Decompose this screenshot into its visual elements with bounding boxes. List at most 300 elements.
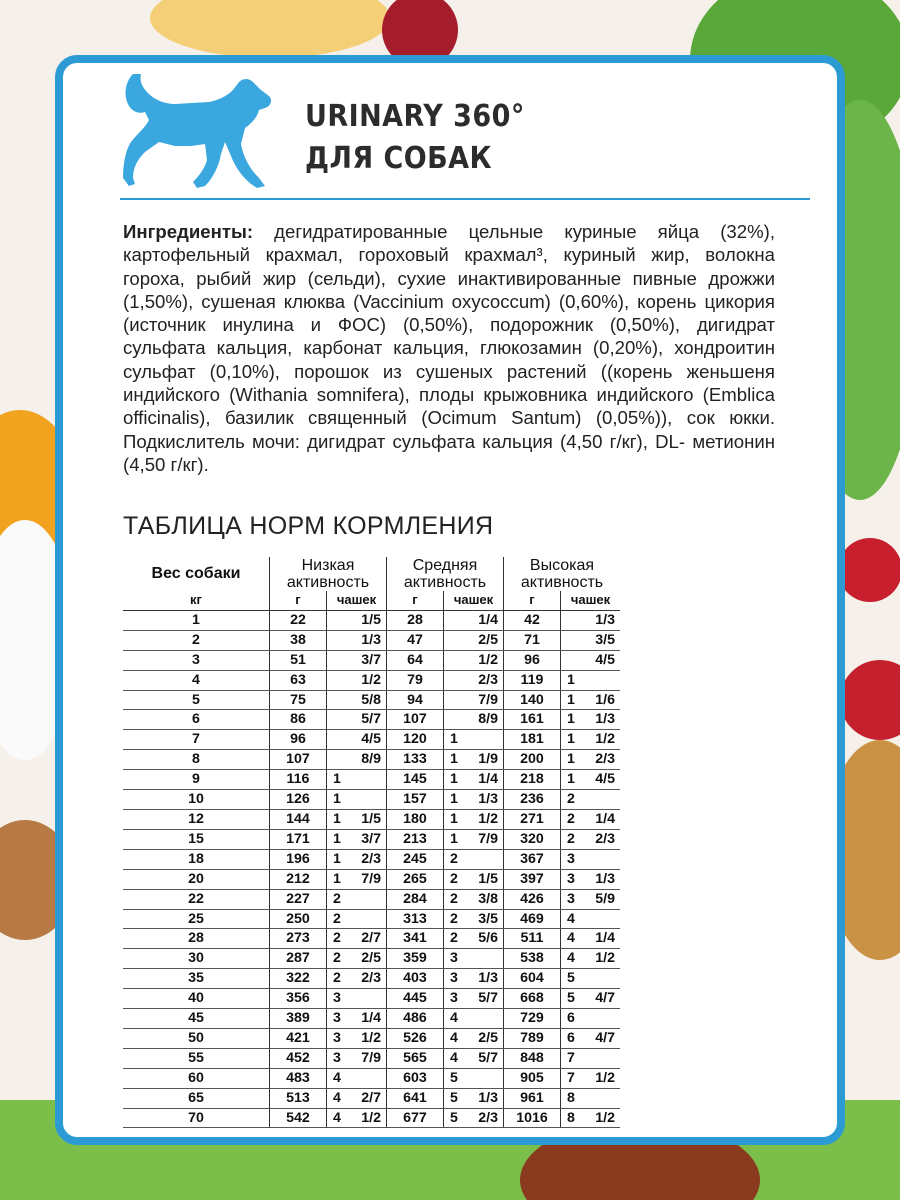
table-cell: 1 — [561, 710, 578, 730]
table-cell — [577, 969, 620, 989]
table-cell: 1/4 — [577, 809, 620, 829]
header-mid-g: г — [387, 591, 444, 610]
table-cell: 486 — [387, 1009, 444, 1029]
table-cell: 2/5 — [343, 949, 387, 969]
table-cell — [343, 889, 387, 909]
table-cell: 200 — [504, 750, 561, 770]
table-cell: 96 — [504, 650, 561, 670]
table-cell: 65 — [123, 1088, 270, 1108]
table-cell: 1/4 — [577, 929, 620, 949]
table-cell: 70 — [123, 1108, 270, 1128]
table-cell — [327, 610, 344, 630]
table-cell: 445 — [387, 989, 444, 1009]
table-cell: 2 — [561, 809, 578, 829]
table-row — [123, 849, 620, 869]
table-cell — [460, 1009, 504, 1029]
table-cell: 483 — [270, 1068, 327, 1088]
table-cell: 1 — [327, 829, 344, 849]
table-cell: 1/2 — [577, 1068, 620, 1088]
title-line-2: ДЛЯ СОБАК — [305, 141, 493, 176]
header-high-activity: Высокая активность — [504, 557, 621, 591]
table-cell: 397 — [504, 869, 561, 889]
table-cell: 1 — [327, 809, 344, 829]
table-cell: 1/3 — [577, 869, 620, 889]
table-cell — [577, 790, 620, 810]
table-row — [123, 869, 620, 889]
table-cell: 28 — [123, 929, 270, 949]
table-cell: 603 — [387, 1068, 444, 1088]
table-cell: 389 — [270, 1009, 327, 1029]
table-cell: 1/3 — [577, 610, 620, 630]
table-cell: 284 — [387, 889, 444, 909]
table-cell: 180 — [387, 809, 444, 829]
table-cell: 4/5 — [577, 650, 620, 670]
table-cell: 1/2 — [460, 650, 504, 670]
table-cell: 1 — [561, 730, 578, 750]
table-row — [123, 1048, 620, 1068]
table-row — [123, 809, 620, 829]
table-cell: 641 — [387, 1088, 444, 1108]
table-cell: 287 — [270, 949, 327, 969]
table-cell: 2 — [327, 949, 344, 969]
table-cell: 265 — [387, 869, 444, 889]
table-cell — [444, 650, 461, 670]
ingredients-body: дегидратированные цельные куриные яйца (32%), картофельный крахмал, гороховый крахмал³, куриный жир, волокна гороха, рыбий жир (сельди), сухие инактивированные пивные дрожжи (1,50%), сушеная клюква (Vaccinium oxycoccum) (0,60%), корень цикория (источник инулина и ФОС) (0,50%), подорожник (0,50%), дигидрат сульфата кальция, карбонат кальция, глюкозамин (0,20%), хондроитин сульфат (0,10%), порошок из сушеных растений ((корень женьшеня индийского (Withania somnifera), плоды крыжовника индийского (Emblica officinalis), базилик священный (Ocimum Santum) (0,05%)), сок юкки. Подкислитель мочи: дигидрат сульфата кальция (4,50 г/кг), DL- метионин (4,50 г/кг). — [123, 221, 775, 475]
table-cell: 2 — [327, 909, 344, 929]
table-cell: 3 — [561, 869, 578, 889]
table-row — [123, 690, 620, 710]
table-row — [123, 989, 620, 1009]
table-cell: 3 — [561, 849, 578, 869]
table-cell: 4 — [444, 1048, 461, 1068]
table-cell: 8 — [561, 1088, 578, 1108]
table-cell: 1 — [327, 790, 344, 810]
table-cell: 2/3 — [577, 750, 620, 770]
table-cell: 1 — [561, 750, 578, 770]
table-cell: 421 — [270, 1028, 327, 1048]
table-cell: 1/2 — [577, 949, 620, 969]
table-cell: 7/9 — [343, 1048, 387, 1068]
table-cell: 2/5 — [460, 630, 504, 650]
feeding-table-title: ТАБЛИЦА НОРМ КОРМЛЕНИЯ — [123, 512, 494, 540]
table-cell: 1/4 — [460, 610, 504, 630]
table-cell: 133 — [387, 750, 444, 770]
table-cell: 9 — [123, 770, 270, 790]
table-cell: 1 — [327, 770, 344, 790]
table-cell: 1/3 — [460, 1088, 504, 1108]
table-row — [123, 670, 620, 690]
table-row — [123, 1068, 620, 1088]
table-cell: 2 — [561, 790, 578, 810]
header-low-g: г — [270, 591, 327, 610]
table-cell: 5/7 — [343, 710, 387, 730]
table-cell: 75 — [270, 690, 327, 710]
table-cell: 961 — [504, 1088, 561, 1108]
table-cell: 145 — [387, 770, 444, 790]
table-cell: 1/2 — [343, 1108, 387, 1128]
table-cell — [444, 670, 461, 690]
table-cell: 86 — [270, 710, 327, 730]
title-line-1: URINARY 360° — [305, 99, 525, 134]
table-cell: 18 — [123, 849, 270, 869]
table-cell: 2/3 — [343, 969, 387, 989]
table-cell: 3 — [327, 1009, 344, 1029]
table-cell: 7/9 — [460, 690, 504, 710]
table-cell: 212 — [270, 869, 327, 889]
table-row — [123, 790, 620, 810]
table-cell: 47 — [387, 630, 444, 650]
table-cell: 4 — [123, 670, 270, 690]
table-cell — [561, 630, 578, 650]
table-cell — [327, 710, 344, 730]
header-high-g: г — [504, 591, 561, 610]
table-row — [123, 630, 620, 650]
table-cell: 1/6 — [577, 690, 620, 710]
table-row — [123, 750, 620, 770]
table-cell: 5/8 — [343, 690, 387, 710]
header-high-cups: чашек — [561, 591, 621, 610]
table-cell: 94 — [387, 690, 444, 710]
table-cell: 2/7 — [343, 1088, 387, 1108]
table-cell: 1 — [327, 849, 344, 869]
table-cell: 356 — [270, 989, 327, 1009]
table-cell: 1/4 — [343, 1009, 387, 1029]
table-cell: 7/9 — [460, 829, 504, 849]
table-cell: 1 — [561, 770, 578, 790]
table-cell: 5/7 — [460, 1048, 504, 1068]
table-cell: 677 — [387, 1108, 444, 1128]
table-cell: 4 — [444, 1028, 461, 1048]
table-cell: 2 — [444, 849, 461, 869]
table-cell: 213 — [387, 829, 444, 849]
table-row — [123, 949, 620, 969]
table-cell — [327, 630, 344, 650]
table-cell: 1/2 — [577, 1108, 620, 1128]
table-cell: 6 — [561, 1009, 578, 1029]
table-cell: 227 — [270, 889, 327, 909]
table-cell — [343, 909, 387, 929]
table-cell: 2 — [327, 969, 344, 989]
feeding-table — [123, 557, 620, 1128]
table-row — [123, 1028, 620, 1048]
table-cell: 2 — [123, 630, 270, 650]
table-cell: 30 — [123, 949, 270, 969]
table-cell: 668 — [504, 989, 561, 1009]
table-row — [123, 909, 620, 929]
table-cell — [561, 650, 578, 670]
table-cell — [577, 909, 620, 929]
table-cell: 107 — [387, 710, 444, 730]
table-cell: 4/5 — [343, 730, 387, 750]
table-cell: 20 — [123, 869, 270, 889]
table-cell: 7/9 — [343, 869, 387, 889]
table-cell — [577, 1088, 620, 1108]
table-cell: 2/5 — [460, 1028, 504, 1048]
table-cell: 250 — [270, 909, 327, 929]
dog-silhouette-icon — [115, 68, 275, 190]
table-cell: 526 — [387, 1028, 444, 1048]
table-cell: 5 — [444, 1068, 461, 1088]
table-cell — [444, 630, 461, 650]
table-cell: 10 — [123, 790, 270, 810]
table-row — [123, 969, 620, 989]
table-cell: 5/9 — [577, 889, 620, 909]
table-row — [123, 929, 620, 949]
table-cell: 4 — [327, 1088, 344, 1108]
table-cell: 426 — [504, 889, 561, 909]
table-cell — [444, 710, 461, 730]
table-cell: 28 — [387, 610, 444, 630]
table-cell: 1/2 — [343, 670, 387, 690]
table-cell: 2 — [444, 909, 461, 929]
table-cell: 565 — [387, 1048, 444, 1068]
table-cell: 22 — [270, 610, 327, 630]
table-cell — [460, 849, 504, 869]
table-cell: 2 — [444, 929, 461, 949]
table-cell: 271 — [504, 809, 561, 829]
table-row — [123, 650, 620, 670]
table-row — [123, 770, 620, 790]
table-cell — [327, 650, 344, 670]
table-cell: 322 — [270, 969, 327, 989]
table-cell: 359 — [387, 949, 444, 969]
table-cell: 4 — [561, 929, 578, 949]
table-cell: 96 — [270, 730, 327, 750]
ingredients-label: Ингредиенты: — [123, 221, 254, 242]
table-cell — [444, 610, 461, 630]
header-low-cups: чашек — [327, 591, 387, 610]
table-cell: 905 — [504, 1068, 561, 1088]
table-cell: 79 — [387, 670, 444, 690]
table-cell: 3/7 — [343, 650, 387, 670]
table-cell: 3 — [327, 1048, 344, 1068]
table-row — [123, 710, 620, 730]
table-cell: 469 — [504, 909, 561, 929]
table-cell: 7 — [561, 1048, 578, 1068]
table-cell — [577, 1009, 620, 1029]
table-cell — [343, 770, 387, 790]
table-cell: 236 — [504, 790, 561, 810]
title-divider — [120, 198, 810, 200]
table-cell: 5 — [123, 690, 270, 710]
table-cell: 320 — [504, 829, 561, 849]
table-cell: 1 — [327, 869, 344, 889]
table-cell: 2 — [444, 889, 461, 909]
table-cell — [327, 750, 344, 770]
table-cell: 2/3 — [460, 670, 504, 690]
table-cell: 8 — [561, 1108, 578, 1128]
header-weight: Вес собаки — [151, 564, 241, 582]
table-cell: 1/4 — [460, 770, 504, 790]
table-cell: 8/9 — [460, 710, 504, 730]
table-cell: 119 — [504, 670, 561, 690]
table-cell: 3 — [327, 1028, 344, 1048]
table-cell: 60 — [123, 1068, 270, 1088]
table-cell: 3 — [444, 989, 461, 1009]
table-cell: 12 — [123, 809, 270, 829]
table-cell: 5 — [561, 989, 578, 1009]
table-cell: 5/7 — [460, 989, 504, 1009]
table-cell: 218 — [504, 770, 561, 790]
table-cell: 40 — [123, 989, 270, 1009]
table-cell: 729 — [504, 1009, 561, 1029]
table-cell: 5 — [444, 1088, 461, 1108]
table-cell: 171 — [270, 829, 327, 849]
feeding-table-body — [123, 610, 620, 1128]
table-cell: 1 — [444, 750, 461, 770]
table-cell: 513 — [270, 1088, 327, 1108]
table-cell: 64 — [387, 650, 444, 670]
header-medium-activity: Средняя активность — [387, 557, 504, 591]
table-cell: 55 — [123, 1048, 270, 1068]
table-cell: 1/2 — [577, 730, 620, 750]
table-row — [123, 829, 620, 849]
table-cell: 22 — [123, 889, 270, 909]
table-cell: 120 — [387, 730, 444, 750]
table-cell: 313 — [387, 909, 444, 929]
table-cell: 144 — [270, 809, 327, 829]
table-cell: 50 — [123, 1028, 270, 1048]
table-cell: 848 — [504, 1048, 561, 1068]
table-cell — [343, 1068, 387, 1088]
table-cell — [444, 690, 461, 710]
header-kg: кг — [123, 591, 270, 610]
table-cell — [561, 610, 578, 630]
table-row — [123, 610, 620, 630]
table-cell: 45 — [123, 1009, 270, 1029]
table-cell: 1/5 — [343, 610, 387, 630]
table-cell: 42 — [504, 610, 561, 630]
table-cell: 4 — [561, 949, 578, 969]
table-cell: 1 — [444, 809, 461, 829]
table-cell — [460, 949, 504, 969]
table-cell: 5 — [561, 969, 578, 989]
table-cell — [343, 790, 387, 810]
table-cell: 1 — [444, 790, 461, 810]
table-cell — [327, 670, 344, 690]
table-cell — [327, 730, 344, 750]
table-cell: 538 — [504, 949, 561, 969]
table-cell: 157 — [387, 790, 444, 810]
table-cell: 196 — [270, 849, 327, 869]
table-cell: 2 — [327, 929, 344, 949]
table-cell: 1016 — [504, 1108, 561, 1128]
table-cell — [327, 690, 344, 710]
table-cell: 4 — [327, 1108, 344, 1128]
table-row — [123, 1108, 620, 1128]
table-cell: 3 — [327, 989, 344, 1009]
table-cell: 1/9 — [460, 750, 504, 770]
table-cell: 789 — [504, 1028, 561, 1048]
table-cell: 4/7 — [577, 989, 620, 1009]
table-cell: 1/3 — [343, 630, 387, 650]
table-cell: 107 — [270, 750, 327, 770]
header-mid-cups: чашек — [444, 591, 504, 610]
table-cell: 542 — [270, 1108, 327, 1128]
table-cell: 2/3 — [577, 829, 620, 849]
table-cell: 273 — [270, 929, 327, 949]
table-cell: 1/3 — [577, 710, 620, 730]
table-cell: 3/5 — [577, 630, 620, 650]
table-cell: 604 — [504, 969, 561, 989]
table-cell: 4 — [561, 909, 578, 929]
table-cell: 2 — [561, 829, 578, 849]
table-cell: 7 — [561, 1068, 578, 1088]
table-cell: 2/3 — [460, 1108, 504, 1128]
table-row — [123, 730, 620, 750]
table-cell: 5 — [444, 1108, 461, 1128]
table-cell: 7 — [123, 730, 270, 750]
table-cell: 4 — [444, 1009, 461, 1029]
table-cell: 4/5 — [577, 770, 620, 790]
table-cell: 161 — [504, 710, 561, 730]
table-cell: 6 — [123, 710, 270, 730]
table-cell — [460, 1068, 504, 1088]
table-cell: 126 — [270, 790, 327, 810]
table-cell: 25 — [123, 909, 270, 929]
table-cell: 4 — [327, 1068, 344, 1088]
table-cell: 38 — [270, 630, 327, 650]
table-cell: 3/7 — [343, 829, 387, 849]
table-cell: 51 — [270, 650, 327, 670]
table-cell: 3 — [444, 949, 461, 969]
table-cell: 6 — [561, 1028, 578, 1048]
table-cell: 1/3 — [460, 969, 504, 989]
table-cell: 1/2 — [460, 809, 504, 829]
table-cell — [577, 1048, 620, 1068]
table-cell: 3 — [561, 889, 578, 909]
ingredients-text — [123, 220, 775, 476]
table-cell: 4/7 — [577, 1028, 620, 1048]
table-cell: 3 — [444, 969, 461, 989]
table-cell: 452 — [270, 1048, 327, 1068]
table-cell: 8 — [123, 750, 270, 770]
table-cell: 1 — [123, 610, 270, 630]
table-cell: 1/2 — [343, 1028, 387, 1048]
table-cell: 15 — [123, 829, 270, 849]
table-cell: 1/3 — [460, 790, 504, 810]
table-cell: 1 — [561, 690, 578, 710]
table-cell: 2 — [327, 889, 344, 909]
table-cell — [343, 989, 387, 1009]
table-cell: 403 — [387, 969, 444, 989]
table-cell: 1 — [444, 829, 461, 849]
table-cell: 35 — [123, 969, 270, 989]
table-cell: 1 — [444, 730, 461, 750]
table-row — [123, 889, 620, 909]
table-cell: 2/7 — [343, 929, 387, 949]
table-row — [123, 1088, 620, 1108]
table-cell: 245 — [387, 849, 444, 869]
table-cell: 1/5 — [343, 809, 387, 829]
table-cell: 367 — [504, 849, 561, 869]
table-cell: 3 — [123, 650, 270, 670]
table-cell: 2 — [444, 869, 461, 889]
header-low-activity: Низкая активность — [270, 557, 387, 591]
table-cell: 63 — [270, 670, 327, 690]
table-cell: 1 — [444, 770, 461, 790]
table-cell: 116 — [270, 770, 327, 790]
table-cell: 5/6 — [460, 929, 504, 949]
product-title — [305, 96, 525, 180]
table-cell: 3/8 — [460, 889, 504, 909]
table-cell — [577, 670, 620, 690]
table-cell: 341 — [387, 929, 444, 949]
table-cell: 140 — [504, 690, 561, 710]
table-cell: 181 — [504, 730, 561, 750]
table-cell: 8/9 — [343, 750, 387, 770]
table-cell: 1/5 — [460, 869, 504, 889]
